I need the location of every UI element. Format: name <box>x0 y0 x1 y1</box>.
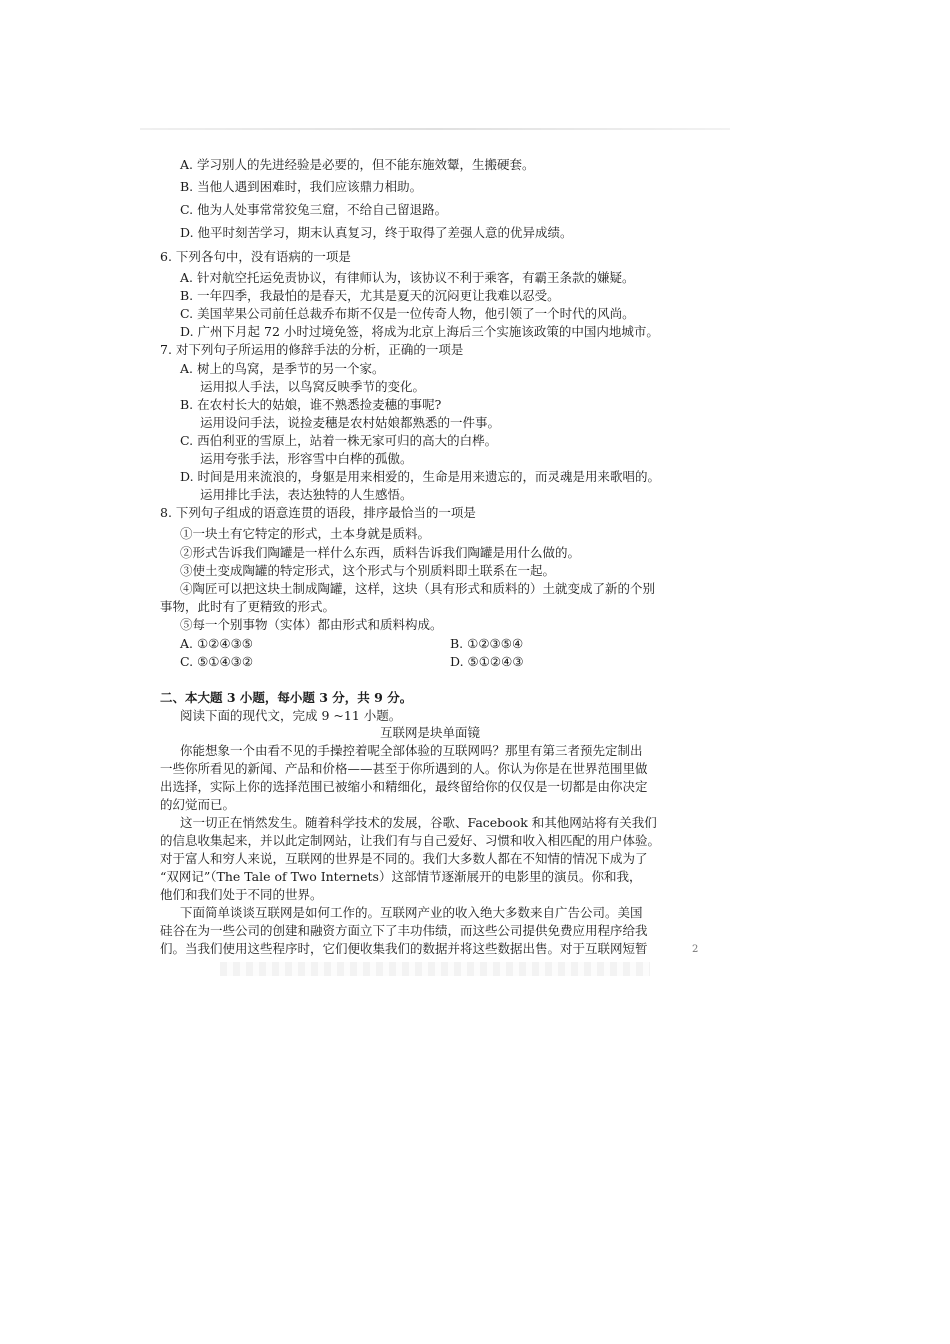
q7-option-c-analysis: 运用夸张手法，形容雪中白桦的孤傲。 <box>200 451 413 466</box>
scan-artifact-top <box>140 128 730 130</box>
q6-option-d: D. 广州下月起 72 小时过境免签，将成为北京上海后三个实施该政策的中国内地城市。 <box>180 324 659 339</box>
q5-option-d: D. 他平时刻苦学习，期末认真复习，终于取得了差强人意的优异成绩。 <box>180 225 573 240</box>
q6-option-a: A. 针对航空托运免责协议，有律师认为，该协议不利于乘客，有霸王条款的嫌疑。 <box>180 270 635 285</box>
q8-option-c: C. ⑤①④③② <box>180 654 254 669</box>
q7-option-b: B. 在农村长大的姑娘，谁不熟悉捡麦穗的事呢? <box>180 397 442 412</box>
q7-stem: 7. 对下列句子所运用的修辞手法的分析，正确的一项是 <box>160 342 464 357</box>
q6-option-b: B. 一年四季，我最怕的是春天，尤其是夏天的沉闷更让我难以忍受。 <box>180 288 560 303</box>
article-line-8: “双网记”（The Tale of Two Internets）这部情节逐渐展开的电影里的演员。你和我， <box>160 869 642 884</box>
q5-option-a: A. 学习别人的先进经验是必要的，但不能东施效颦，生搬硬套。 <box>180 157 535 172</box>
article-line-2: 一些你所看见的新闻、产品和价格——甚至于你所遇到的人。你认为你是在世界范围里做 <box>160 761 648 776</box>
article-line-12: 们。当我们使用这些程序时，它们便收集我们的数据并将这些数据出售。对于互联网短暂 <box>160 941 648 956</box>
article-line-9: 他们和我们处于不同的世界。 <box>160 887 323 902</box>
article-line-5: 这一切正在悄然发生。随着科学技术的发展，谷歌、Facebook 和其他网站将有关我们 <box>180 815 657 830</box>
q8-stem: 8. 下列句子组成的语意连贯的语段，排序最恰当的一项是 <box>160 505 476 520</box>
article-line-3: 出选择，实际上你的选择范围已被缩小和精细化，最终留给你的仅仅是一切都是由你决定 <box>160 779 648 794</box>
scan-artifact-bottom <box>220 962 650 976</box>
q8-item-5: ⑤每一个别事物（实体）都由形式和质料构成。 <box>180 617 443 632</box>
q7-option-b-analysis: 运用设问手法，说捡麦穗是农村姑娘都熟悉的一件事。 <box>200 415 501 430</box>
q7-option-d: D. 时间是用来流浪的，身躯是用来相爱的，生命是用来遗忘的，而灵魂是用来歌唱的。 <box>180 469 661 484</box>
article-line-10: 下面简单谈谈互联网是如何工作的。互联网产业的收入绝大多数来自广告公司。美国 <box>180 905 643 920</box>
q6-stem: 6. 下列各句中，没有语病的一项是 <box>160 249 351 264</box>
q7-option-d-analysis: 运用排比手法，表达独特的人生感悟。 <box>200 487 413 502</box>
article-line-1: 你能想象一个由看不见的手操控着呢全部体验的互联网吗？那里有第三者预先定制出 <box>180 743 643 758</box>
q8-option-d: D. ⑤①②④③ <box>450 654 524 669</box>
q7-option-a: A. 树上的鸟窝，是季节的另一个家。 <box>180 361 385 376</box>
article-line-4: 的幻觉而已。 <box>160 797 236 812</box>
article-line-11: 硅谷在为一些公司的创建和融资方面立下了丰功伟绩，而这些公司提供免费应用程序给我 <box>160 923 648 938</box>
q8-item-4: ④陶匠可以把这块土制成陶罐，这样，这块（具有形式和质料的）土就变成了新的个别 <box>180 581 656 596</box>
q8-item-3: ③使土变成陶罐的特定形式，这个形式与个别质料即土联系在一起。 <box>180 563 556 578</box>
article-title: 互联网是块单面镜 <box>379 725 480 740</box>
q6-option-c: C. 美国苹果公司前任总裁乔布斯不仅是一位传奇人物，他引领了一个时代的风尚。 <box>180 306 635 321</box>
q8-item-2: ②形式告诉我们陶罐是一样什么东西，质料告诉我们陶罐是用什么做的。 <box>180 545 581 560</box>
q8-option-b: B. ①②③⑤④ <box>450 636 524 651</box>
q7-option-c: C. 西伯利亚的雪原上，站着一株无家可归的高大的白桦。 <box>180 433 498 448</box>
section-2-instruction: 阅读下面的现代文，完成 9 ~11 小题。 <box>180 708 402 723</box>
article-line-7: 对于富人和穷人来说，互联网的世界是不同的。我们大多数人都在不知情的情况下成为了 <box>160 851 648 866</box>
q8-item-4-continued: 事物，此时有了更精致的形式。 <box>160 599 336 614</box>
q5-option-c: C. 他为人处事常常狡兔三窟，不给自己留退路。 <box>180 202 448 217</box>
article-line-6: 的信息收集起来，并以此定制网站，让我们有与自己爱好、习惯和收入相匹配的用户体验。 <box>160 833 661 848</box>
q8-option-a: A. ①②④③⑤ <box>180 636 254 651</box>
q7-option-a-analysis: 运用拟人手法，以鸟窝反映季节的变化。 <box>200 379 426 394</box>
page-number: 2 <box>692 944 699 955</box>
section-2-heading: 二、本大题 3 小题，每小题 3 分，共 9 分。 <box>160 690 413 705</box>
q8-item-1: ①一块土有它特定的形式，土本身就是质料。 <box>180 526 431 541</box>
q5-option-b: B. 当他人遇到困难时，我们应该鼎力相助。 <box>180 179 423 194</box>
